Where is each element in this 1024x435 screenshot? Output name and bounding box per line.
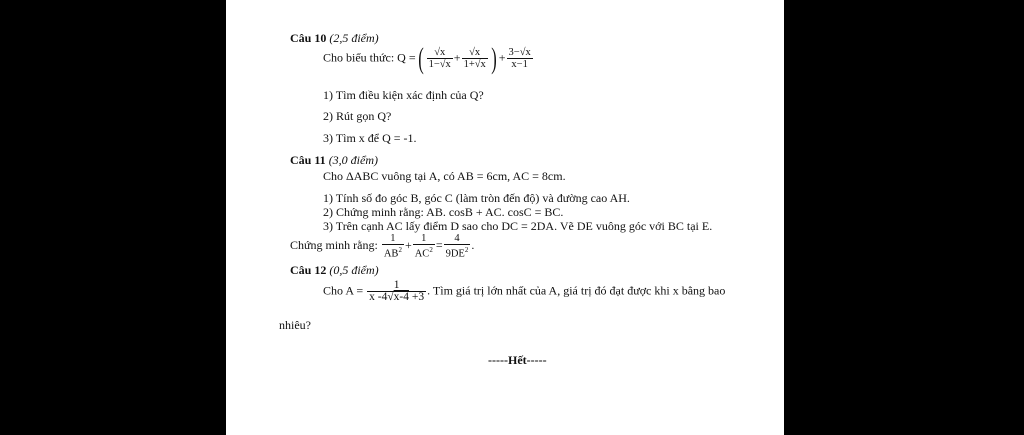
- q10-fraction-3: $\frac{3-√x}{x-1}$: [508, 47, 531, 70]
- q10-item-1: 1) Tìm điều kiện xác định của Q?: [323, 88, 484, 102]
- q10-item-3: 3) Tìm x để Q = -1.: [323, 131, 417, 145]
- q11-item-1: 1) Tính số đo góc B, góc C (làm tròn đến độ) và đường cao AH.: [323, 191, 630, 205]
- q12-question-cont: nhiêu?: [279, 318, 311, 332]
- q12-fraction: $\frac{1}{x -4√x-4 +3}$: [369, 279, 425, 303]
- document-page: [226, 0, 784, 435]
- q12-heading: Câu 12 (0,5 điểm): [290, 263, 379, 277]
- q11-fraction-1: $\frac{1}{AB^2}$: [383, 233, 402, 260]
- q11-item-2: 2) Chứng minh rằng: AB. cosB + AC. cosC = BC.: [323, 205, 564, 219]
- q10-heading: Câu 10 (2,5 điểm): [290, 31, 379, 45]
- q10-expression: Cho biểu thức: Q =( $\frac{√x}{1-√x}$ + $\frac{√x}{1+√x}$ ) + $\frac{3-√x}{x-1}$: [323, 41, 531, 75]
- q10-item-2: 2) Rút gọn Q?: [323, 109, 392, 123]
- q12-expression: Cho A = $\frac{1}{x -4√x-4 +3}$ . Tìm giá trị lớn nhất của A, giá trị đó đạt được khi x bằng bao: [323, 279, 726, 303]
- q10-fraction-1: $\frac{√x}{1-√x}$: [428, 47, 451, 70]
- q11-fraction-2: $\frac{1}{AC^2}$: [414, 233, 433, 260]
- footer-end: -----Hết-----: [488, 353, 547, 367]
- q11-fraction-3: $\frac{4}{9DE^2}$: [445, 233, 469, 260]
- q11-prove-line: Chứng minh rằng: $\frac{1}{AB^2}$ + $\frac{1}{AC^2}$ = $\frac{4}{9DE^2}$ .: [290, 233, 475, 260]
- q10-fraction-2: $\frac{√x}{1+√x}$: [463, 47, 486, 70]
- q11-item-3: 3) Trên cạnh AC lấy điểm D sao cho DC = 2DA. Vẽ DE vuông góc với BC tại E.: [323, 219, 713, 233]
- q11-intro: Cho ΔABC vuông tại A, có AB = 6cm, AC = 8cm.: [323, 169, 566, 183]
- q11-heading: Câu 11 (3,0 điểm): [290, 153, 379, 167]
